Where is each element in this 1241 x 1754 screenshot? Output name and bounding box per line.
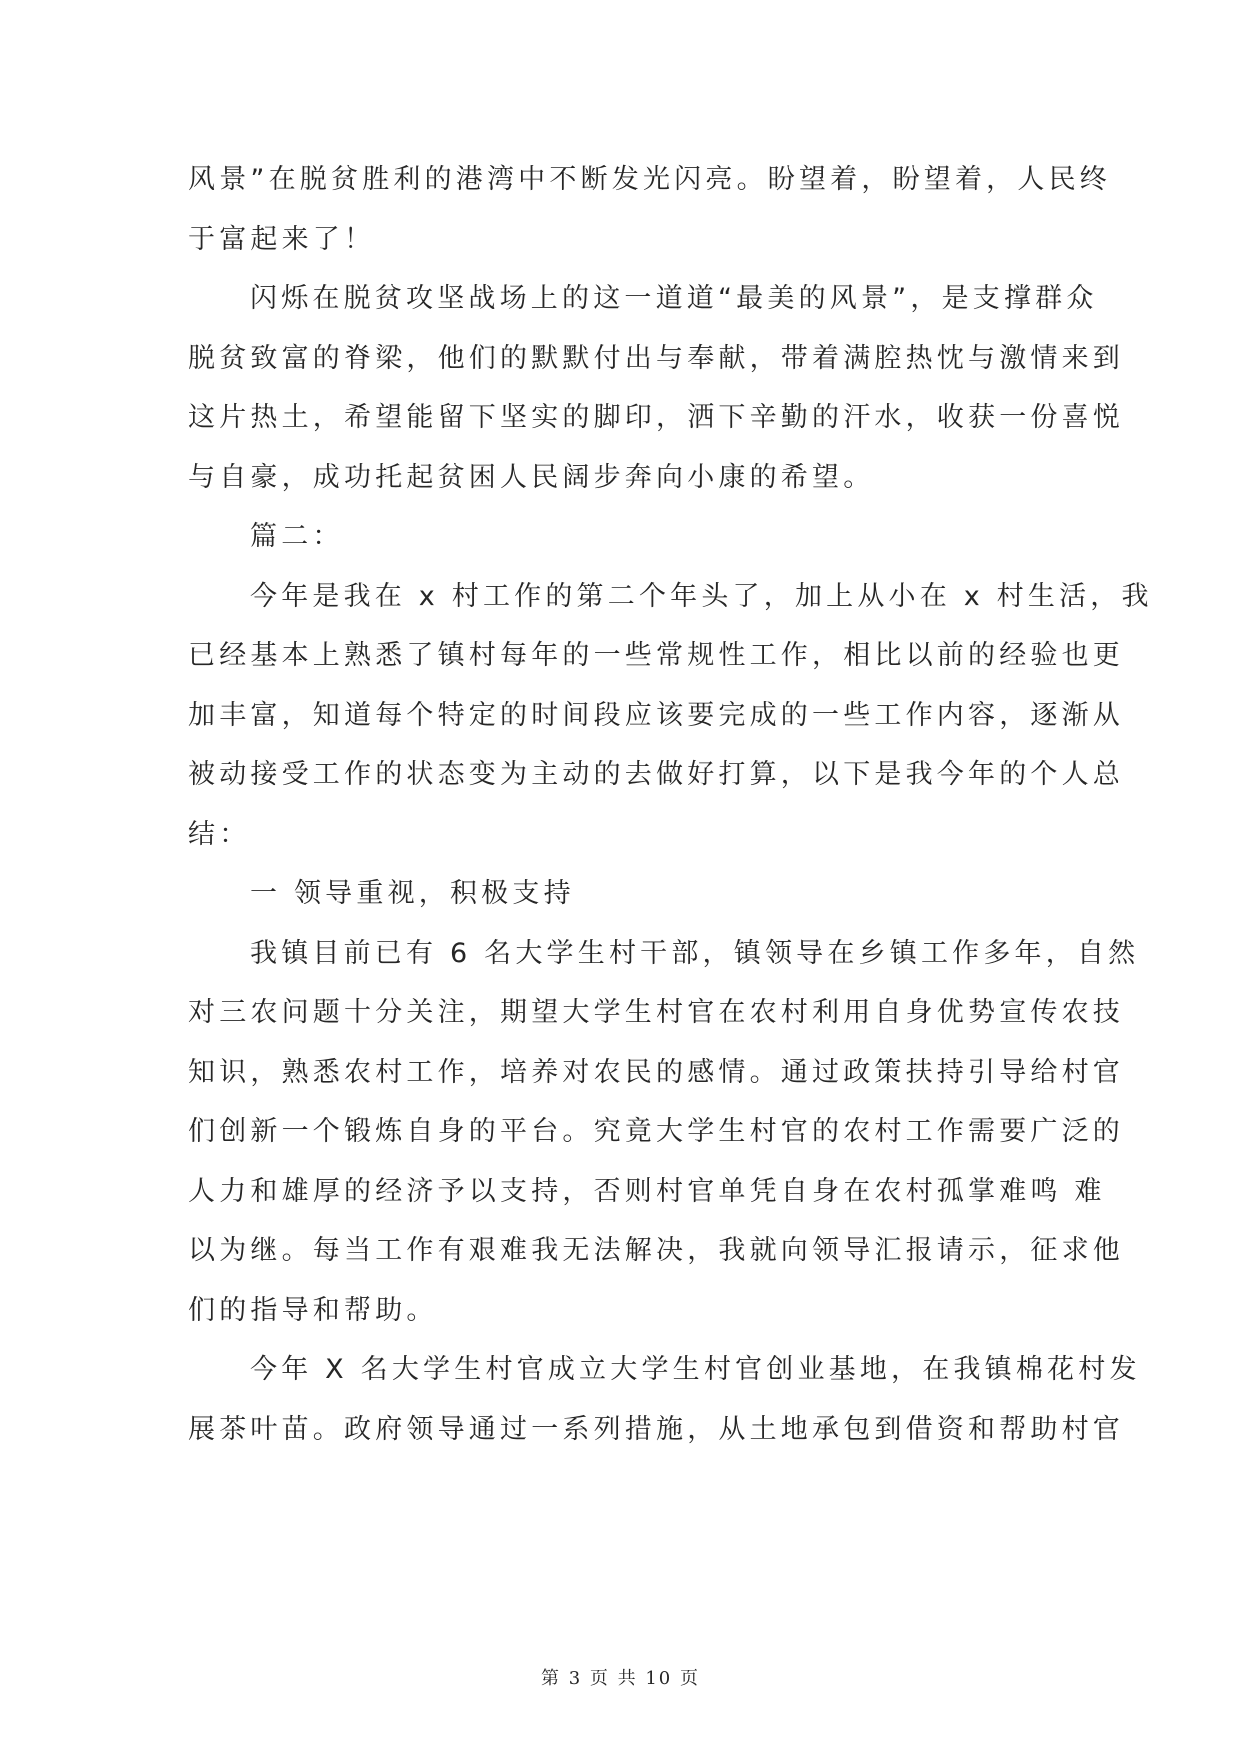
text-line: 篇二： (250, 521, 344, 552)
text-line: 我镇目前已有 6 名大学生村干部，镇领导在乡镇工作多年，自然 (250, 937, 1140, 969)
text-line: 与自豪，成功托起贫困人民阔步奔向小康的希望。 (188, 461, 875, 493)
text-line: 风景”在脱贫胜利的港湾中不断发光闪亮。盼望着，盼望着，人民终 (188, 164, 1111, 195)
text-line: 们创新一个锻炼自身的平台。究竟大学生村官的农村工作需要广泛的 (188, 1116, 1124, 1147)
document-body (188, 150, 1153, 1459)
text-line: 人力和雄厚的经济予以支持，否则村官单凭自身在农村孤掌难鸣 难 (188, 1175, 1106, 1207)
page-number-footer: 第 3 页 共 10 页 (541, 1668, 700, 1689)
text-line: 闪烁在脱贫攻坚战场上的这一道道“最美的风景”，是支撑群众 (250, 283, 1098, 314)
text-line: 于富起来了！ (188, 223, 376, 255)
text-line: 们的指导和帮助。 (188, 1294, 438, 1326)
text-line: 加丰富，知道每个特定的时间段应该要完成的一些工作内容，逐渐从 (188, 699, 1124, 731)
text-line: 已经基本上熟悉了镇村每年的一些常规性工作，相比以前的经验也更 (188, 640, 1124, 671)
text-line: 脱贫致富的脊梁，他们的默默付出与奉献，带着满腔热忱与激情来到 (188, 342, 1124, 374)
text-line: 展茶叶苗。政府领导通过一系列措施，从土地承包到借资和帮助村官 (188, 1413, 1124, 1445)
text-line: 被动接受工作的状态变为主动的去做好打算，以下是我今年的个人总 (188, 759, 1124, 790)
text-line: 以为继。每当工作有艰难我无法解决，我就向领导汇报请示，征求他 (188, 1235, 1124, 1266)
text-line: 一 领导重视，积极支持 (250, 878, 575, 909)
text-line: 这片热土，希望能留下坚实的脚印，洒下辛勤的汗水，收获一份喜悦 (188, 402, 1124, 433)
text-line: 对三农问题十分关注，期望大学生村官在农村利用自身优势宣传农技 (188, 997, 1124, 1028)
text-line: 知识，熟悉农村工作，培养对农民的感情。通过政策扶持引导给村官 (188, 1056, 1124, 1088)
text-line: 结： (188, 818, 251, 850)
text-line: 今年是我在 x 村工作的第二个年头了，加上从小在 x 村生活，我 (250, 580, 1153, 612)
text-line: 今年 X 名大学生村官成立大学生村官创业基地，在我镇棉花村发 (250, 1354, 1141, 1385)
